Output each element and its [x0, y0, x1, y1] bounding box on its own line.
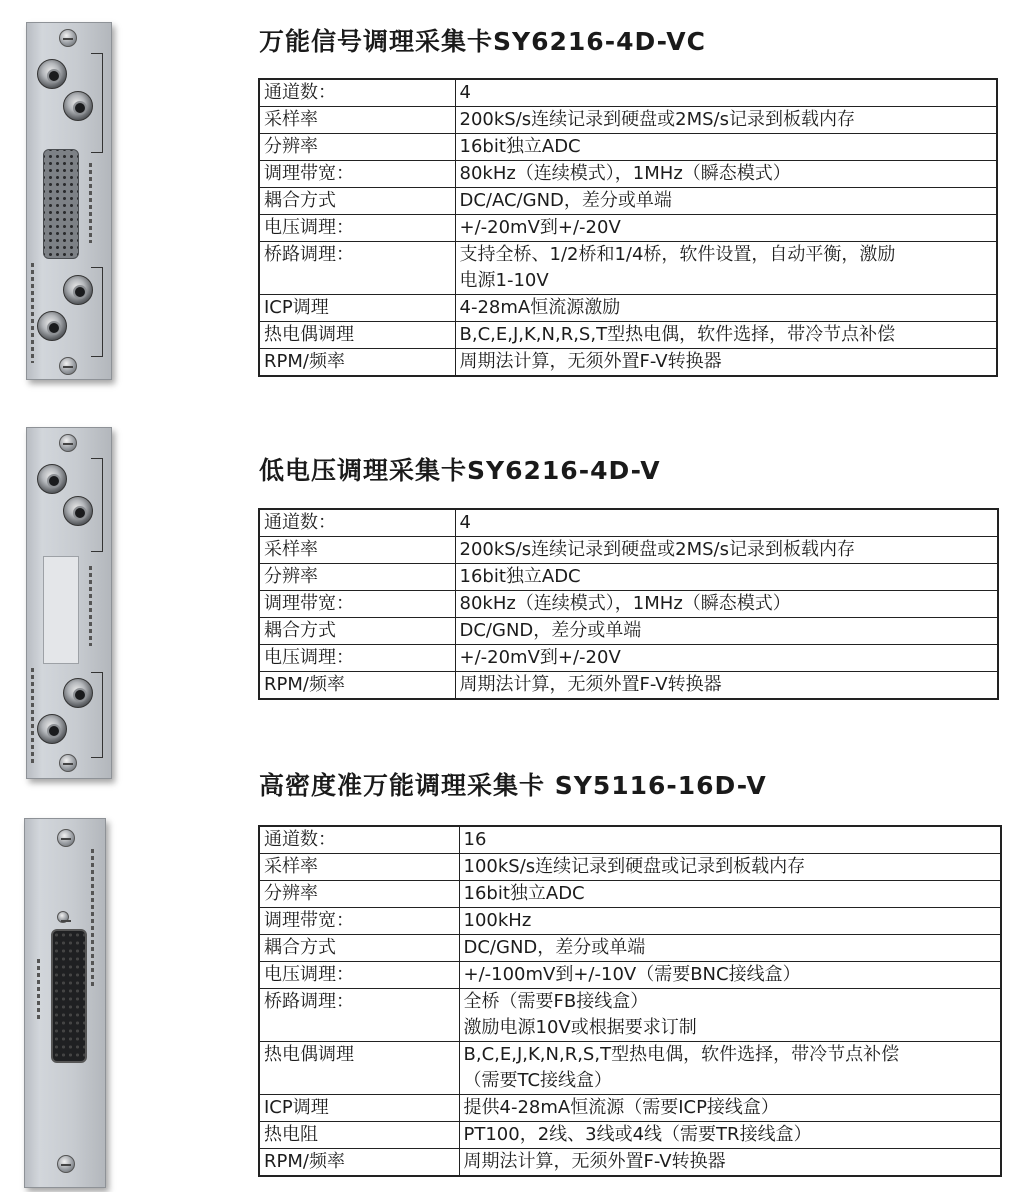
- table-row: [259, 1095, 1001, 1122]
- module-sy5116-16d-v: [0, 771, 1027, 1192]
- bracket-line: [91, 672, 103, 758]
- spec-value: DC/AC/GND，差分或单端: [455, 188, 997, 215]
- table-row: [259, 826, 1001, 854]
- module-title: 低电压调理采集卡SY6216-4D-V: [259, 456, 661, 485]
- table-row: [259, 881, 1001, 908]
- spec-key: 耦合方式: [259, 188, 455, 215]
- bnc-connector-icon: [37, 714, 67, 744]
- spec-value: 16bit独立ADC: [459, 881, 1001, 908]
- spec-value: 支持全桥、1/2桥和1/4桥，软件设置，自动平衡，激励 电源1-10V: [455, 242, 997, 295]
- spec-value: 200kS/s连续记录到硬盘或2MS/s记录到板载内存: [455, 537, 998, 564]
- spec-key: 热电偶调理: [259, 1042, 459, 1095]
- blank-plate: [43, 556, 79, 664]
- bracket-line: [91, 53, 103, 153]
- spec-key: RPM/频率: [259, 672, 455, 700]
- spec-value: DC/GND，差分或单端: [459, 935, 1001, 962]
- spec-key: 电压调理：: [259, 962, 459, 989]
- bnc-connector-icon: [37, 59, 67, 89]
- bracket-line: [91, 267, 103, 357]
- bnc-connector-icon: [63, 275, 93, 305]
- spec-value: 4: [455, 79, 997, 107]
- spec-key: 耦合方式: [259, 618, 455, 645]
- spec-key: 电压调理：: [259, 645, 455, 672]
- table-row: [259, 537, 998, 564]
- table-row: [259, 215, 997, 242]
- spec-key: 分辨率: [259, 564, 455, 591]
- spec-key: 调理带宽：: [259, 591, 455, 618]
- spec-value: 周期法计算，无须外置F-V转换器: [459, 1149, 1001, 1177]
- table-row: [259, 509, 998, 537]
- table-row: [259, 1149, 1001, 1177]
- spec-value: 16bit独立ADC: [455, 134, 997, 161]
- dsub-connector-icon: [51, 929, 87, 1063]
- table-row: [259, 79, 997, 107]
- table-row: [259, 322, 997, 349]
- table-row: [259, 908, 1001, 935]
- printed-label-icon: [31, 668, 34, 764]
- table-row: [259, 161, 997, 188]
- spec-value: DC/GND，差分或单端: [455, 618, 998, 645]
- spec-table: [258, 825, 1002, 1177]
- bnc-connector-icon: [63, 678, 93, 708]
- spec-value: +/-20mV到+/-20V: [455, 645, 998, 672]
- screw-icon: [57, 1155, 75, 1173]
- bnc-connector-icon: [37, 311, 67, 341]
- spec-value: 16bit独立ADC: [455, 564, 998, 591]
- bnc-connector-icon: [63, 496, 93, 526]
- table-row: [259, 188, 997, 215]
- spec-value: 全桥（需要FB接线盒） 激励电源10V或根据要求订制: [459, 989, 1001, 1042]
- spec-value: 提供4-28mA恒流源（需要ICP接线盒）: [459, 1095, 1001, 1122]
- spec-key: 桥路调理：: [259, 989, 459, 1042]
- spec-value: B,C,E,J,K,N,R,S,T型热电偶，软件选择，带冷节点补偿 （需要TC接线盒）: [459, 1042, 1001, 1095]
- printed-label-icon: [31, 263, 34, 363]
- screw-icon: [59, 29, 77, 47]
- screw-icon: [59, 357, 77, 375]
- spec-key: 桥路调理：: [259, 242, 455, 295]
- spec-value: B,C,E,J,K,N,R,S,T型热电偶，软件选择，带冷节点补偿: [455, 322, 997, 349]
- spec-key: 热电阻: [259, 1122, 459, 1149]
- screw-icon: [59, 754, 77, 772]
- spec-value: 4: [455, 509, 998, 537]
- spec-key: 电压调理：: [259, 215, 455, 242]
- table-row: [259, 242, 997, 295]
- spec-key: 热电偶调理: [259, 322, 455, 349]
- table-row: [259, 672, 998, 700]
- printed-label-icon: [89, 163, 92, 243]
- spec-key: 通道数：: [259, 509, 455, 537]
- table-row: [259, 564, 998, 591]
- table-row: [259, 935, 1001, 962]
- table-row: [259, 1042, 1001, 1095]
- spec-key: 采样率: [259, 854, 459, 881]
- spec-value: 100kHz: [459, 908, 1001, 935]
- card-photo-sy5116-16d-v: [24, 818, 106, 1188]
- table-row: [259, 854, 1001, 881]
- spec-table: [258, 508, 999, 700]
- bracket-line: [91, 458, 103, 552]
- table-row: [259, 349, 997, 377]
- table-row: [259, 962, 1001, 989]
- spec-key: 分辨率: [259, 134, 455, 161]
- spec-value: 周期法计算，无须外置F-V转换器: [455, 672, 998, 700]
- module-sy6216-4d-vc: [0, 0, 1027, 400]
- module-title: 万能信号调理采集卡SY6216-4D-VC: [259, 27, 706, 56]
- screw-icon: [57, 911, 69, 923]
- table-row: [259, 645, 998, 672]
- spec-key: 采样率: [259, 537, 455, 564]
- table-row: [259, 107, 997, 134]
- table-row: [259, 134, 997, 161]
- spec-value: 周期法计算，无须外置F-V转换器: [455, 349, 997, 377]
- spec-value: 80kHz（连续模式），1MHz（瞬态模式）: [455, 161, 997, 188]
- spec-key: ICP调理: [259, 295, 455, 322]
- spec-key: 采样率: [259, 107, 455, 134]
- table-row: [259, 591, 998, 618]
- spec-key: RPM/频率: [259, 1149, 459, 1177]
- card-photo-sy6216-4d-v: [26, 427, 112, 779]
- spec-table: [258, 78, 998, 377]
- spec-value: PT100，2线、3线或4线（需要TR接线盒）: [459, 1122, 1001, 1149]
- table-row: [259, 618, 998, 645]
- card-photo-sy6216-4d-vc: [26, 22, 112, 380]
- screw-icon: [57, 829, 75, 847]
- spec-key: 通道数：: [259, 826, 459, 854]
- spec-value: 4-28mA恒流源激励: [455, 295, 997, 322]
- printed-label-icon: [91, 849, 94, 989]
- spec-value: 100kS/s连续记录到硬盘或记录到板载内存: [459, 854, 1001, 881]
- table-row: [259, 1122, 1001, 1149]
- spec-value: 16: [459, 826, 1001, 854]
- module-sy6216-4d-v: [0, 415, 1027, 795]
- spec-key: 分辨率: [259, 881, 459, 908]
- spec-value: +/-100mV到+/-10V（需要BNC接线盒）: [459, 962, 1001, 989]
- bnc-connector-icon: [37, 464, 67, 494]
- spec-key: 耦合方式: [259, 935, 459, 962]
- bnc-connector-icon: [63, 91, 93, 121]
- screw-icon: [59, 434, 77, 452]
- spec-key: 调理带宽：: [259, 161, 455, 188]
- table-row: [259, 989, 1001, 1042]
- spec-key: ICP调理: [259, 1095, 459, 1122]
- module-title: 高密度准万能调理采集卡 SY5116-16D-V: [259, 771, 767, 800]
- printed-label-icon: [37, 959, 40, 1019]
- spec-key: RPM/频率: [259, 349, 455, 377]
- spec-value: 80kHz（连续模式），1MHz（瞬态模式）: [455, 591, 998, 618]
- spec-value: +/-20mV到+/-20V: [455, 215, 997, 242]
- table-row: [259, 295, 997, 322]
- dsub-connector-icon: [43, 149, 79, 259]
- spec-value: 200kS/s连续记录到硬盘或2MS/s记录到板载内存: [455, 107, 997, 134]
- spec-key: 通道数：: [259, 79, 455, 107]
- spec-key: 调理带宽：: [259, 908, 459, 935]
- printed-label-icon: [89, 566, 92, 646]
